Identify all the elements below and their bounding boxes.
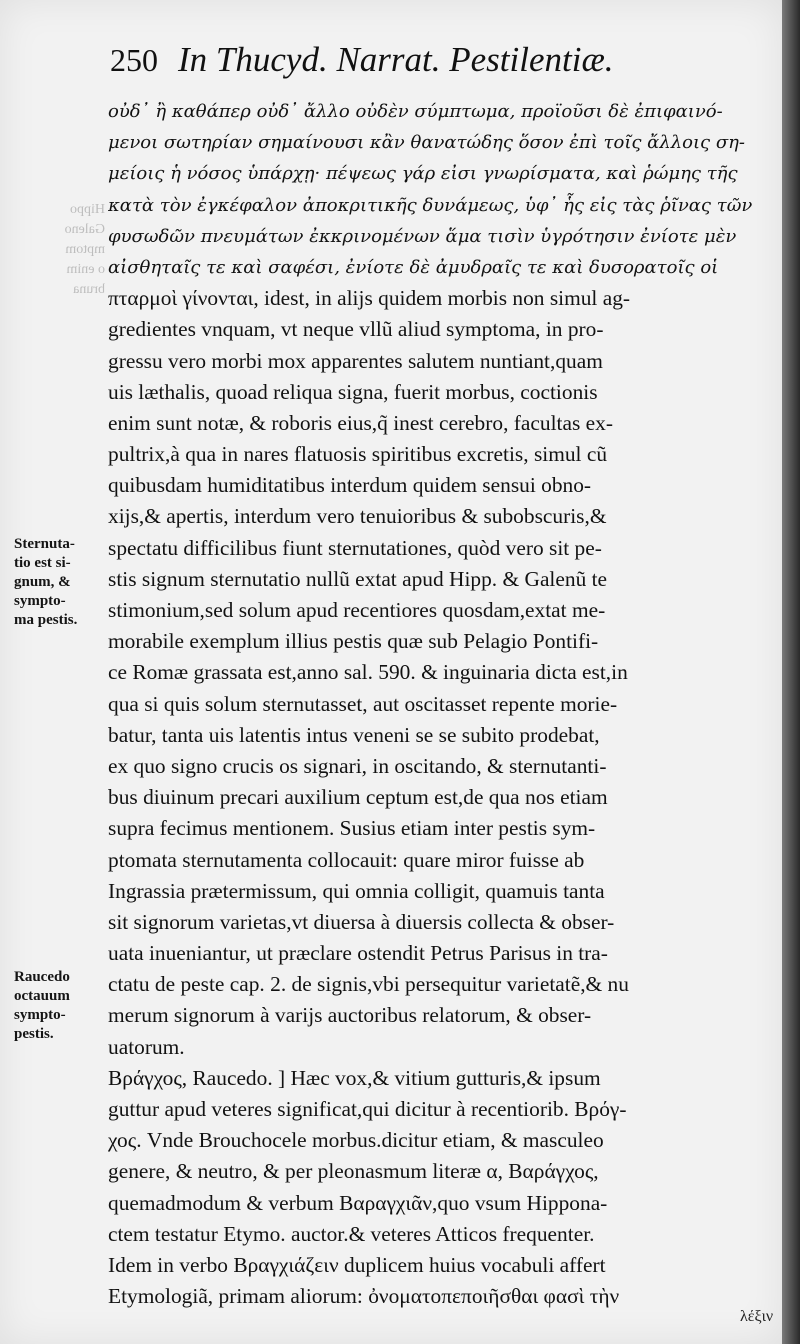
margin-note-line: ma pestis.	[14, 612, 78, 628]
text-line: guttur apud veteres significat,qui dicitur à recentiorib. Βρόγ-	[108, 1097, 627, 1121]
text-line: batur, tanta uis latentis intus veneni se se subito prodebat,	[108, 722, 600, 747]
text-line: gredientes vnquam, vt neque vllũ aliud symptoma, in pro-	[108, 317, 604, 342]
text-line: stis signum sternutatio nullũ extat apud Hipp. & Galenũ te	[108, 566, 608, 591]
text-line: Βράγχος, Raucedo. ] Hæc vox,& vitium gutturis,& ipsum	[108, 1065, 601, 1090]
text-line: sit signorum varietas,vt diuersa à diuersis collecta & obser-	[108, 909, 615, 934]
text-line: Idem in verbo Βραγχιάζειν duplicem huius vocabuli affert	[108, 1252, 606, 1277]
text-line: quibusdam humiditatibus interdum quidem sensui obno-	[108, 473, 592, 498]
text-line: uis læthalis, quoad reliqua signa, fuerit morbus, coctionis	[108, 379, 598, 404]
running-header	[110, 40, 700, 80]
bleed-line: Hippo	[70, 202, 105, 217]
text-line: quemadmodum & verbum Βαραγχιᾶν,quo vsum Hippona-	[108, 1190, 608, 1215]
catchword: λέξιν	[740, 1308, 774, 1325]
text-line: μενοι σωτηρίαν σημαίνουσι κἂν θανατώδης ὅσον ἐπὶ τοῖς ἄλλοις ση-	[108, 132, 745, 154]
running-title: In Thucyd. Narrat. Pestilentiæ.	[178, 40, 614, 79]
margin-note-line: Sternuta-	[14, 536, 75, 552]
margin-note-line: pestis.	[14, 1026, 54, 1042]
text-line: χος. Vnde Brouchocele morbus.dicitur etiam, & masculeo	[108, 1128, 604, 1153]
text-line: Ingrassia prætermissum, qui omnia colligit, quamuis tanta	[108, 878, 605, 903]
margin-note-raucedo	[14, 968, 100, 1044]
text-line: ptomata sternutamenta collocauit: quare miror fuisse ab	[108, 847, 585, 872]
text-line: μείοις ἡ νόσος ὑπάρχῃ· πέψεως γάρ εἰσι γνωρίσματα, καὶ ῥώμης τῆς	[108, 163, 738, 185]
text-line: κατὰ τὸν ἐγκέφαλον ἀποκριτικῆς δυνάμεως, ὑφ᾽ ἧς εἰς τὰς ῥῖνας τῶν	[108, 194, 753, 216]
main-text-block	[108, 96, 760, 1312]
text-line: ce Romæ grassata est,anno sal. 590. & inguinaria dicta est,in	[108, 660, 628, 685]
text-line: uata inueniantur, ut præclare ostendit Petrus Parisus in tra-	[108, 941, 608, 966]
text-line: xijs,& apertis, interdum vero tenuioribus & subobscuris,&	[108, 504, 607, 529]
margin-note-line: gnum, &	[14, 574, 71, 590]
text-line: genere, & neutro, & per pleonasmum literæ α, Βαράγχος,	[108, 1159, 599, 1184]
text-line: ctatu de peste cap. 2. de signis,vbi persequitur varietatẽ,& nu	[108, 972, 629, 997]
text-line: ctem testatur Etymo. auctor.& veteres Atticos frequenter.	[108, 1221, 595, 1246]
text-line: πταρμοὶ γίνονται, idest, in alijs quidem morbis non simul ag-	[108, 286, 631, 311]
margin-note-sternutatio	[14, 535, 100, 630]
text-line: stimonium,sed solum apud recentiores quosdam,extat me-	[108, 598, 606, 622]
text-line: pultrix,à qua in nares flatuosis spiritibus excretis, simul cũ	[108, 442, 608, 467]
bleed-line: o enim	[66, 262, 105, 277]
margin-note-line: octauum	[14, 988, 70, 1004]
text-line: supra fecimus mentionem. Susius etiam inter pestis sym-	[108, 816, 596, 841]
text-line: uatorum.	[108, 1034, 185, 1059]
text-line: qua si quis solum sternutasset, aut oscitasset repente morie-	[108, 691, 618, 716]
page-binding-shadow	[782, 0, 800, 1344]
margin-note-line: sympto-	[14, 1007, 66, 1023]
text-line: Etymologiã, primam aliorum: ὀνοματοπεποιῆσθαι φασὶ τὴν	[108, 1284, 620, 1309]
margin-note-line: tio est si-	[14, 555, 71, 571]
text-line: merum signorum à varijs auctoribus relatorum, & obser-	[108, 1003, 592, 1028]
text-line: φυσωδῶν πνευμάτων ἐκκρινομένων ἅμα τισὶν ὑγρότησιν ἐνίοτε μὲν	[108, 225, 737, 247]
text-line: enim sunt notæ, & roboris eius,q̃ inest cerebro, facultas ex-	[108, 410, 613, 435]
text-line: spectatu difficilibus fiunt sternutationes, quòd vero sit pe-	[108, 535, 602, 560]
text-line: gressu vero morbi mox apparentes salutem nuntiant,quam	[108, 348, 603, 373]
bleed-through-text	[20, 200, 105, 300]
bleed-line: Galeno	[64, 222, 105, 237]
bleed-line: bruna	[73, 282, 105, 297]
bleed-line: mptom	[65, 242, 105, 257]
page-number: 250	[110, 42, 158, 78]
margin-note-line: Raucedo	[14, 969, 70, 985]
text-line: ex quo signo crucis os signari, in oscitando, & sternutanti-	[108, 753, 607, 778]
text-line: morabile exemplum illius pestis quæ sub Pelagio Pontifi-	[108, 629, 599, 654]
text-line: οὐδ᾽ ἢ καθάπερ οὐδ᾽ ἄλλο οὐδὲν σύμπτωμα, προϊοῦσι δὲ ἐπιφαινό-	[108, 101, 723, 122]
margin-note-line: sympto-	[14, 593, 66, 609]
text-line: bus diuinum precari auxilium ceptum est,de qua nos etiam	[108, 785, 608, 810]
text-line: αἰσθηταῖς τε καὶ σαφέσι, ἐνίοτε δὲ ἀμυδραῖς τε καὶ δυσορατοῖς οἱ	[108, 256, 719, 278]
